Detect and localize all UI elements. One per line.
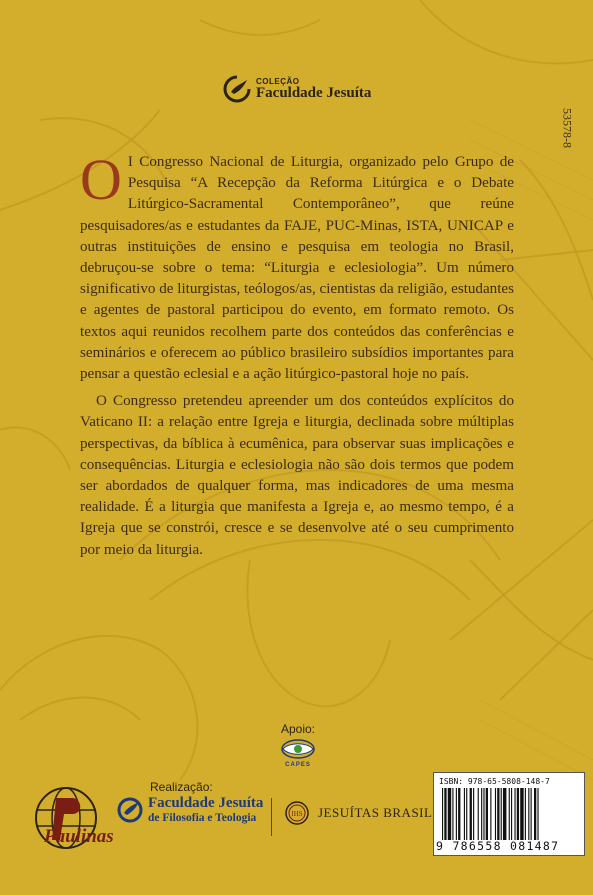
barcode-bar [497, 788, 499, 840]
barcode-bar [525, 788, 526, 840]
paragraph-1-text: I Congresso Nacional de Liturgia, organizado pelo Grupo de Pesquisa “A Recepção da Reforma Litúrgica e o Debate Litúrgico-Sacramental Contemporâneo”, que reúne pesquisadores/as e estudantes da FAJE, PUC-Minas, ISTA, UNICAP e outras instituições de ensino e pesquisa em teologia no Brasil, debruçou-se sobre o tema: “Liturgia e eclesiologia”. Um número significativo de liturgistas, teólogos/as, cientistas da religião, estudantes e agentes de pastoral participou do evento, em formato remoto. Os textos aqui reunidos recolhem parte dos conteúdos das conferências e seminários e oferecem ao público brasileiro subsídios importantes para pensar a questão eclesial e a ação litúrgico-pastoral hoje no país. [80, 154, 514, 383]
barcode-bar [511, 788, 512, 840]
jesuitas-logo-group [284, 800, 432, 826]
barcode-bar [444, 788, 446, 840]
fje-name-line1: Faculdade Jesuíta [148, 795, 264, 811]
barcode-bar [456, 788, 457, 840]
barcode-bar [517, 788, 519, 840]
barcode-bar [478, 788, 479, 840]
collection-label: COLEÇÃO [256, 76, 300, 86]
barcode-bar [452, 788, 453, 840]
paragraph-2: O Congresso pretendeu apreender um dos conteúdos explícitos do Vaticano II: a relação entre Igreja e liturgia, declinada sobre múltiplas perspectivas, da bíblica à ecumênica, para observar suas implicações e consequências. Liturgia e eclesiologia não são dois termos que podem ser abordados de qualquer forma, mas indicadores de uma mesma realidade. É a liturgia que manifesta a Igreja e, ao mesmo tempo, é a Igreja que se constrói, cresce e se desenvolve até o seu cumprimento por meio da liturgia. [80, 393, 514, 558]
jesuitas-wordmark: JESUÍTAS BRASIL [318, 805, 433, 820]
collection-name: Faculdade Jesuíta [256, 84, 372, 101]
barcode-bar [534, 788, 536, 840]
logo-divider [271, 798, 272, 836]
isbn-barcode [433, 772, 585, 856]
barcode-bar [486, 788, 488, 840]
paulinas-wordmark: Paulinas [44, 826, 114, 847]
paragraph-1 [80, 147, 514, 385]
barcode-bar [503, 788, 506, 840]
barcode-bar [466, 788, 467, 840]
barcode-bar [528, 788, 529, 840]
spine-code [560, 98, 574, 158]
drop-cap: O [80, 147, 122, 212]
fje-logo-group [117, 795, 263, 824]
ihs-seal-icon [284, 800, 310, 826]
barcode-bar [442, 788, 443, 840]
fje-dove-icon [117, 797, 143, 823]
back-cover-text [80, 147, 514, 567]
spine-code-text: 53578-8 [560, 108, 575, 148]
ihs-text: IHS [291, 810, 303, 818]
barcode-bar [509, 788, 510, 840]
dove-logo-icon [222, 74, 252, 104]
barcode-bar [520, 788, 523, 840]
collection-header [222, 74, 371, 104]
barcode-bar [470, 788, 472, 840]
fje-name-line2: de Filosofia e Teologia [148, 811, 257, 824]
barcode-digits: 9 786558 081487 [436, 839, 560, 853]
barcode-bar [531, 788, 532, 840]
barcode-bar [514, 788, 515, 840]
barcode-bar [448, 788, 451, 840]
barcode-bar [473, 788, 474, 840]
paulinas-globe-icon [26, 780, 116, 860]
isbn-label: ISBN: 978-65-5808-148-7 [439, 777, 550, 786]
barcode-bar [483, 788, 484, 840]
barcode-bar [481, 788, 482, 840]
barcode-bar [464, 788, 465, 840]
support-section [275, 722, 321, 768]
barcode-bars [442, 788, 578, 840]
barcode-bar [458, 788, 460, 840]
barcode-bar [537, 788, 538, 840]
capes-text: CAPES [285, 762, 311, 768]
support-label: Apoio: [280, 722, 316, 736]
barcode-bar [495, 788, 496, 840]
realizacao-label: Realização: [150, 780, 213, 794]
capes-logo [275, 738, 321, 768]
barcode-bar [501, 788, 502, 840]
barcode-bar [490, 788, 491, 840]
